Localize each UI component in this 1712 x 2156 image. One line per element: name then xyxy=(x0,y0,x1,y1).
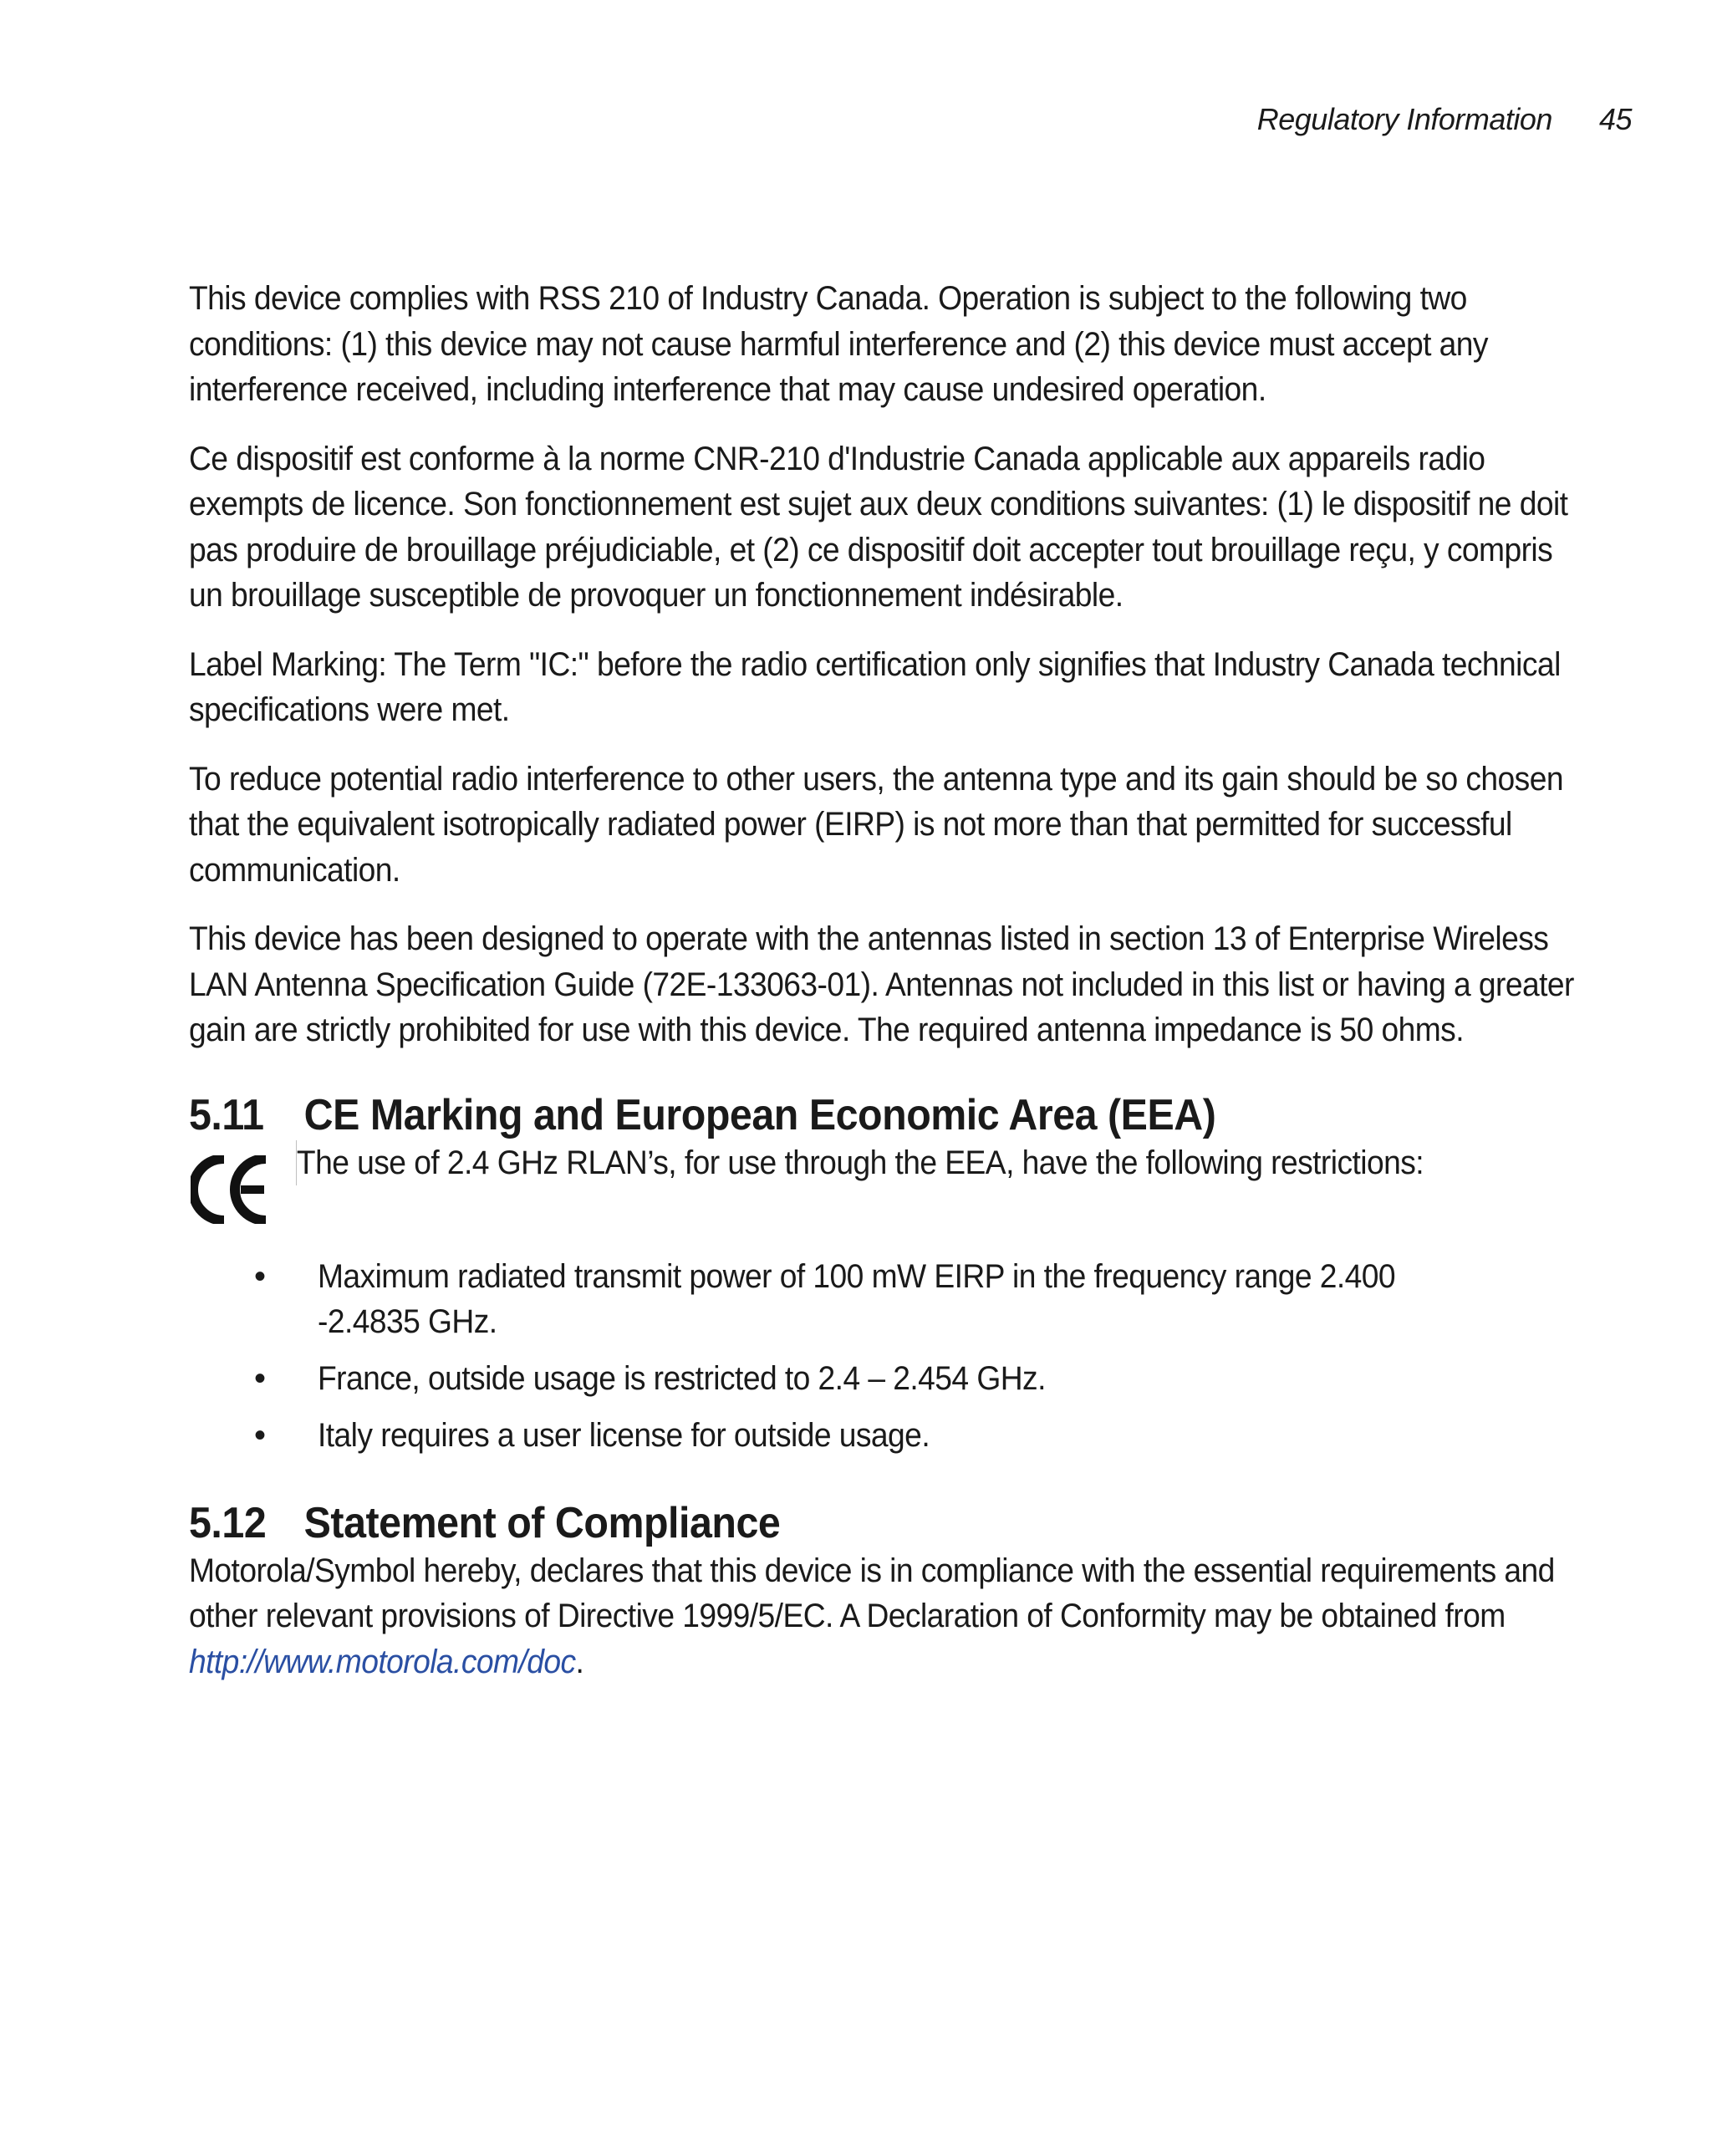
section-title: CE Marking and European Economic Area (EEA) xyxy=(303,1090,1216,1139)
page-number: 45 xyxy=(1598,102,1632,136)
bullet-icon: • xyxy=(254,1416,266,1454)
list-item-text: Italy requires a user license for outside usage. xyxy=(318,1416,930,1454)
compliance-text-end: . xyxy=(575,1643,584,1680)
ce-intro-text: The use of 2.4 GHz RLAN’s, for use through the EEA, have the following restrictions: xyxy=(296,1140,1424,1185)
bullet-icon: • xyxy=(254,1359,266,1397)
section-number: 5.11 xyxy=(189,1090,264,1139)
list-item-text: France, outside usage is restricted to 2.4 – 2.454 GHz. xyxy=(318,1359,1046,1397)
paragraph-label-marking: Label Marking: The Term "IC:" before the radio certification only signifies that Industry Canada technical specifications were met. xyxy=(189,645,1561,728)
section-number: 5.12 xyxy=(189,1498,267,1547)
section-title: Statement of Compliance xyxy=(303,1498,781,1547)
paragraph-radio-interference: To reduce potential radio interference to other users, the antenna type and its gain should be so chosen that the equivalent isotropically radiated power (EIRP) is not more than that permitted for successful communication. xyxy=(189,760,1563,889)
paragraph-rss210: This device complies with RSS 210 of Industry Canada. Operation is subject to the following two conditions: (1) this device may not cause harmful interference and (2) this device must accept any interference received, including interference that may cause undesired operation. xyxy=(189,280,1488,408)
bullet-icon: • xyxy=(254,1257,266,1295)
header-title: Regulatory Information xyxy=(1256,102,1552,136)
section-heading-5-11 xyxy=(189,1090,1489,1140)
doc-link[interactable]: http://www.motorola.com/doc xyxy=(189,1643,576,1680)
paragraph-antennas: This device has been designed to operate with the antennas listed in section 13 of Enterprise Wireless LAN Antenna Specification Guide (72E-133063-01). Antennas not included in this list or having a greater gain are strictly prohibited for use with this device. The required antenna impedance is 50 ohms. xyxy=(189,920,1574,1048)
ce-mark-icon xyxy=(189,1140,296,1241)
running-header xyxy=(1257,102,1632,137)
list-item-text: Maximum radiated transmit power of 100 mW EIRP in the frequency range 2.400 -2.4835 GHz. xyxy=(318,1257,1396,1340)
ce-marking-row xyxy=(189,1140,1587,1239)
section-heading-5-12 xyxy=(189,1498,1489,1548)
list-item xyxy=(189,1356,1587,1401)
page-content xyxy=(189,276,1587,1708)
paragraph-compliance xyxy=(189,1548,1584,1685)
compliance-text: Motorola/Symbol hereby, declares that this device is in compliance with the essential requirements and other relevant provisions of Directive 1999/5/EC. A Declaration of Conformity may be obtained from xyxy=(189,1552,1555,1634)
list-item xyxy=(189,1254,1587,1344)
restrictions-list xyxy=(189,1254,1587,1458)
list-item xyxy=(189,1413,1587,1458)
paragraph-cnr210-french: Ce dispositif est conforme à la norme CNR-210 d'Industrie Canada applicable aux appareils radio exempts de licence. Son fonctionnement est sujet aux deux conditions suivantes: (1) le dispositif ne doit pas produire de brouillage préjudiciable, et (2) ce dispositif doit accepter tout brouillage reçu, y compris un brouillage susceptible de provoquer un fonctionnement indésirable. xyxy=(189,440,1568,614)
